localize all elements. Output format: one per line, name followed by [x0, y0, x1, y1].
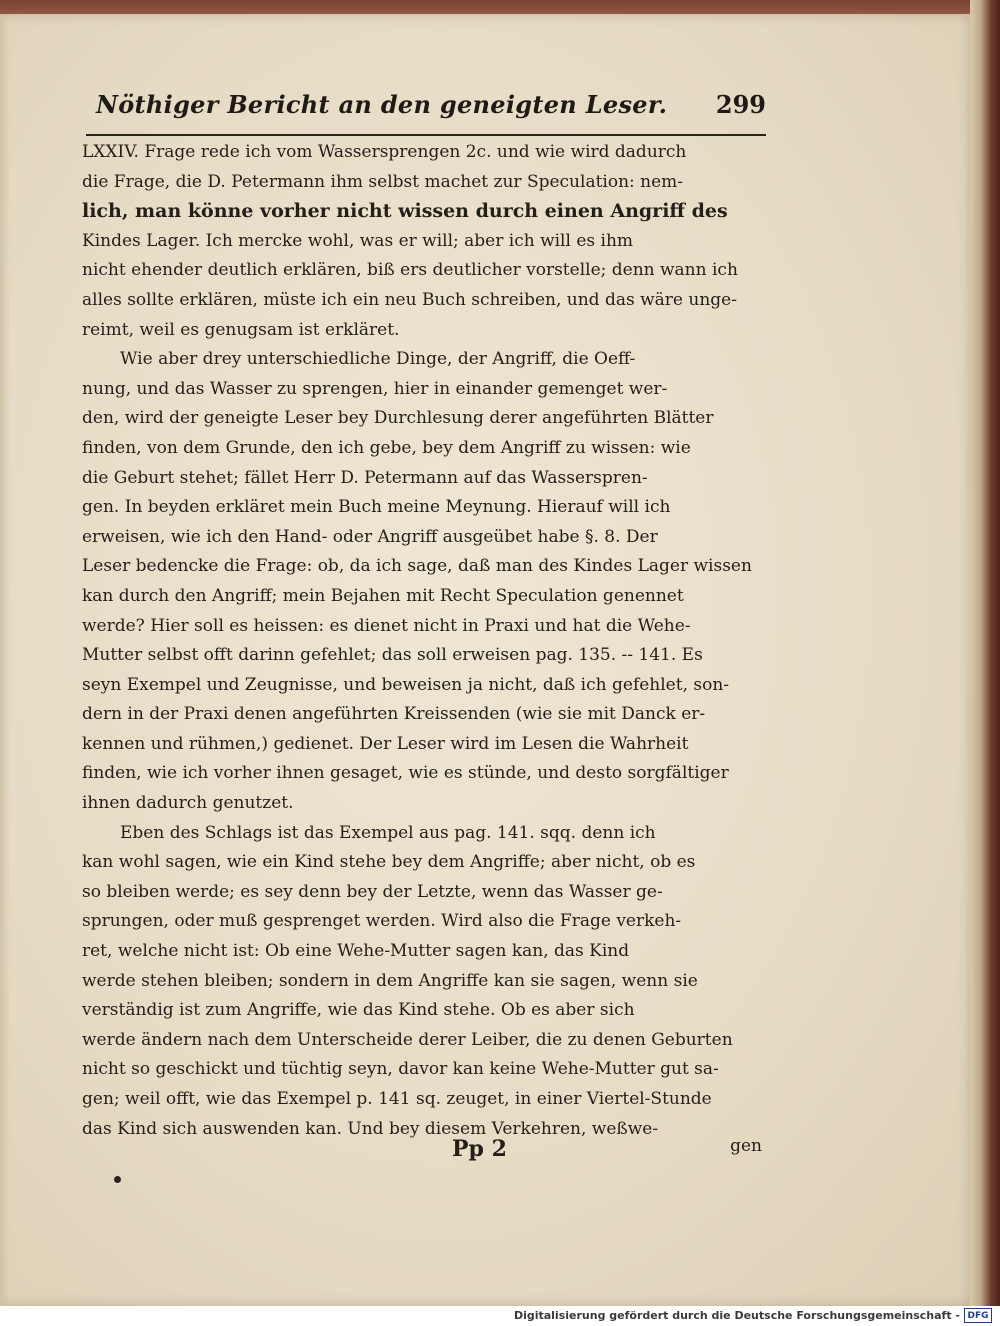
text-line: alles sollte erklären, müste ich ein neu Buch schreiben, und das wäre unge-	[82, 289, 737, 310]
catchword: gen	[730, 1136, 762, 1156]
text-line: lich, man könne vorher nicht wissen durch einen Angriff des	[82, 200, 728, 223]
text-line: die Frage, die D. Petermann ihm selbst machet zur Speculation: nem-	[82, 171, 684, 192]
text-line: den, wird der geneigte Leser bey Durchlesung derer angeführten Blätter	[82, 408, 714, 429]
page-foot	[82, 1136, 772, 1166]
text-line: gen. In beyden erkläret mein Buch meine Meynung. Hierauf will ich	[82, 497, 671, 518]
funding-credit: Digitalisierung gefördert durch die Deutsche Forschungsgemeinschaft -	[513, 1309, 960, 1322]
text-line: kan durch den Angriff; mein Bejahen mit Recht Speculation genennet	[82, 585, 684, 606]
text-line: kan wohl sagen, wie ein Kind stehe bey dem Angriffe; aber nicht, ob es	[82, 852, 696, 873]
digitization-footer	[0, 1306, 1000, 1326]
running-head	[96, 86, 766, 130]
text-line: kennen und rühmen,) gedienet. Der Leser wird im Lesen die Wahrheit	[82, 733, 689, 754]
text-line: nicht ehender deutlich erklären, biß ers deutlicher vorstelle; denn wann ich	[82, 260, 738, 281]
signature-mark: Pp 2	[452, 1136, 507, 1162]
page-gutter-shadow	[0, 14, 10, 1306]
text-line: Wie aber drey unterschiedliche Dinge, der Angriff, die Oeff-	[120, 349, 636, 370]
text-line: Kindes Lager. Ich mercke wohl, was er will; aber ich will es ihm	[82, 230, 634, 251]
text-line: Mutter selbst offt darinn gefehlet; das soll erweisen pag. 135. -- 141. Es	[82, 645, 703, 666]
text-line: nicht so geschickt und tüchtig seyn, davor kan keine Wehe-Mutter gut sa-	[82, 1059, 719, 1080]
header-rule	[86, 134, 766, 136]
ink-dot	[114, 1176, 121, 1183]
text-line: erweisen, wie ich den Hand- oder Angriff ausgeübet habe §. 8. Der	[82, 526, 658, 547]
text-line: finden, wie ich vorher ihnen gesaget, wie es stünde, und desto sorgfältiger	[82, 763, 729, 784]
text-line: werde stehen bleiben; sondern in dem Angriffe kan sie sagen, wenn sie	[82, 970, 698, 991]
text-line: die Geburt stehet; fället Herr D. Petermann auf das Wasserspren-	[82, 467, 648, 488]
text-line: sprungen, oder muß gesprenget werden. Wird also die Frage verkeh-	[82, 911, 682, 932]
text-line: LXXIV. Frage rede ich vom Wassersprengen 2c. und wie wird dadurch	[82, 142, 687, 162]
text-line: ihnen dadurch genutzet.	[82, 793, 294, 814]
text-line: finden, von dem Grunde, den ich gebe, bey dem Angriff zu wissen: wie	[82, 437, 691, 458]
text-line: werde ändern nach dem Unterscheide derer Leiber, die zu denen Geburten	[82, 1029, 733, 1050]
text-line: gen; weil offt, wie das Exempel p. 141 sq. zeuget, in einer Viertel-Stunde	[82, 1089, 712, 1109]
text-line: ret, welche nicht ist: Ob eine Wehe-Mutter sagen kan, das Kind	[82, 941, 630, 962]
text-line: das Kind sich auswenden kan. Und bey diesem Verkehren, weßwe-	[82, 1118, 659, 1139]
text-line: nung, und das Wasser zu sprengen, hier in einander gemenget wer-	[82, 378, 668, 399]
dfg-logo: DFG	[964, 1308, 992, 1323]
text-line: werde? Hier soll es heissen: es dienet nicht in Praxi und hat die Wehe-	[82, 615, 691, 636]
book-cover-edge-right	[970, 0, 1000, 1306]
page-number: 299	[715, 90, 766, 119]
text-line: verständig ist zum Angriffe, wie das Kind stehe. Ob es aber sich	[82, 1000, 635, 1021]
text-line: seyn Exempel und Zeugnisse, und beweisen ja nicht, daß ich gefehlet, son-	[82, 674, 730, 695]
text-line: Leser bedencke die Frage: ob, da ich sage, daß man des Kindes Lager wissen	[82, 556, 752, 577]
text-line: so bleiben werde; es sey denn bey der Letzte, wenn das Wasser ge-	[82, 881, 663, 902]
text-line: Eben des Schlags ist das Exempel aus pag. 141. sqq. denn ich	[120, 822, 656, 843]
running-title: Nöthiger Bericht an den geneigten Leser.	[96, 90, 668, 119]
text-line: reimt, weil es genugsam ist erkläret.	[82, 319, 400, 340]
text-line: dern in der Praxi denen angeführten Kreissenden (wie sie mit Danck er-	[82, 704, 706, 725]
body-text	[82, 138, 772, 1144]
